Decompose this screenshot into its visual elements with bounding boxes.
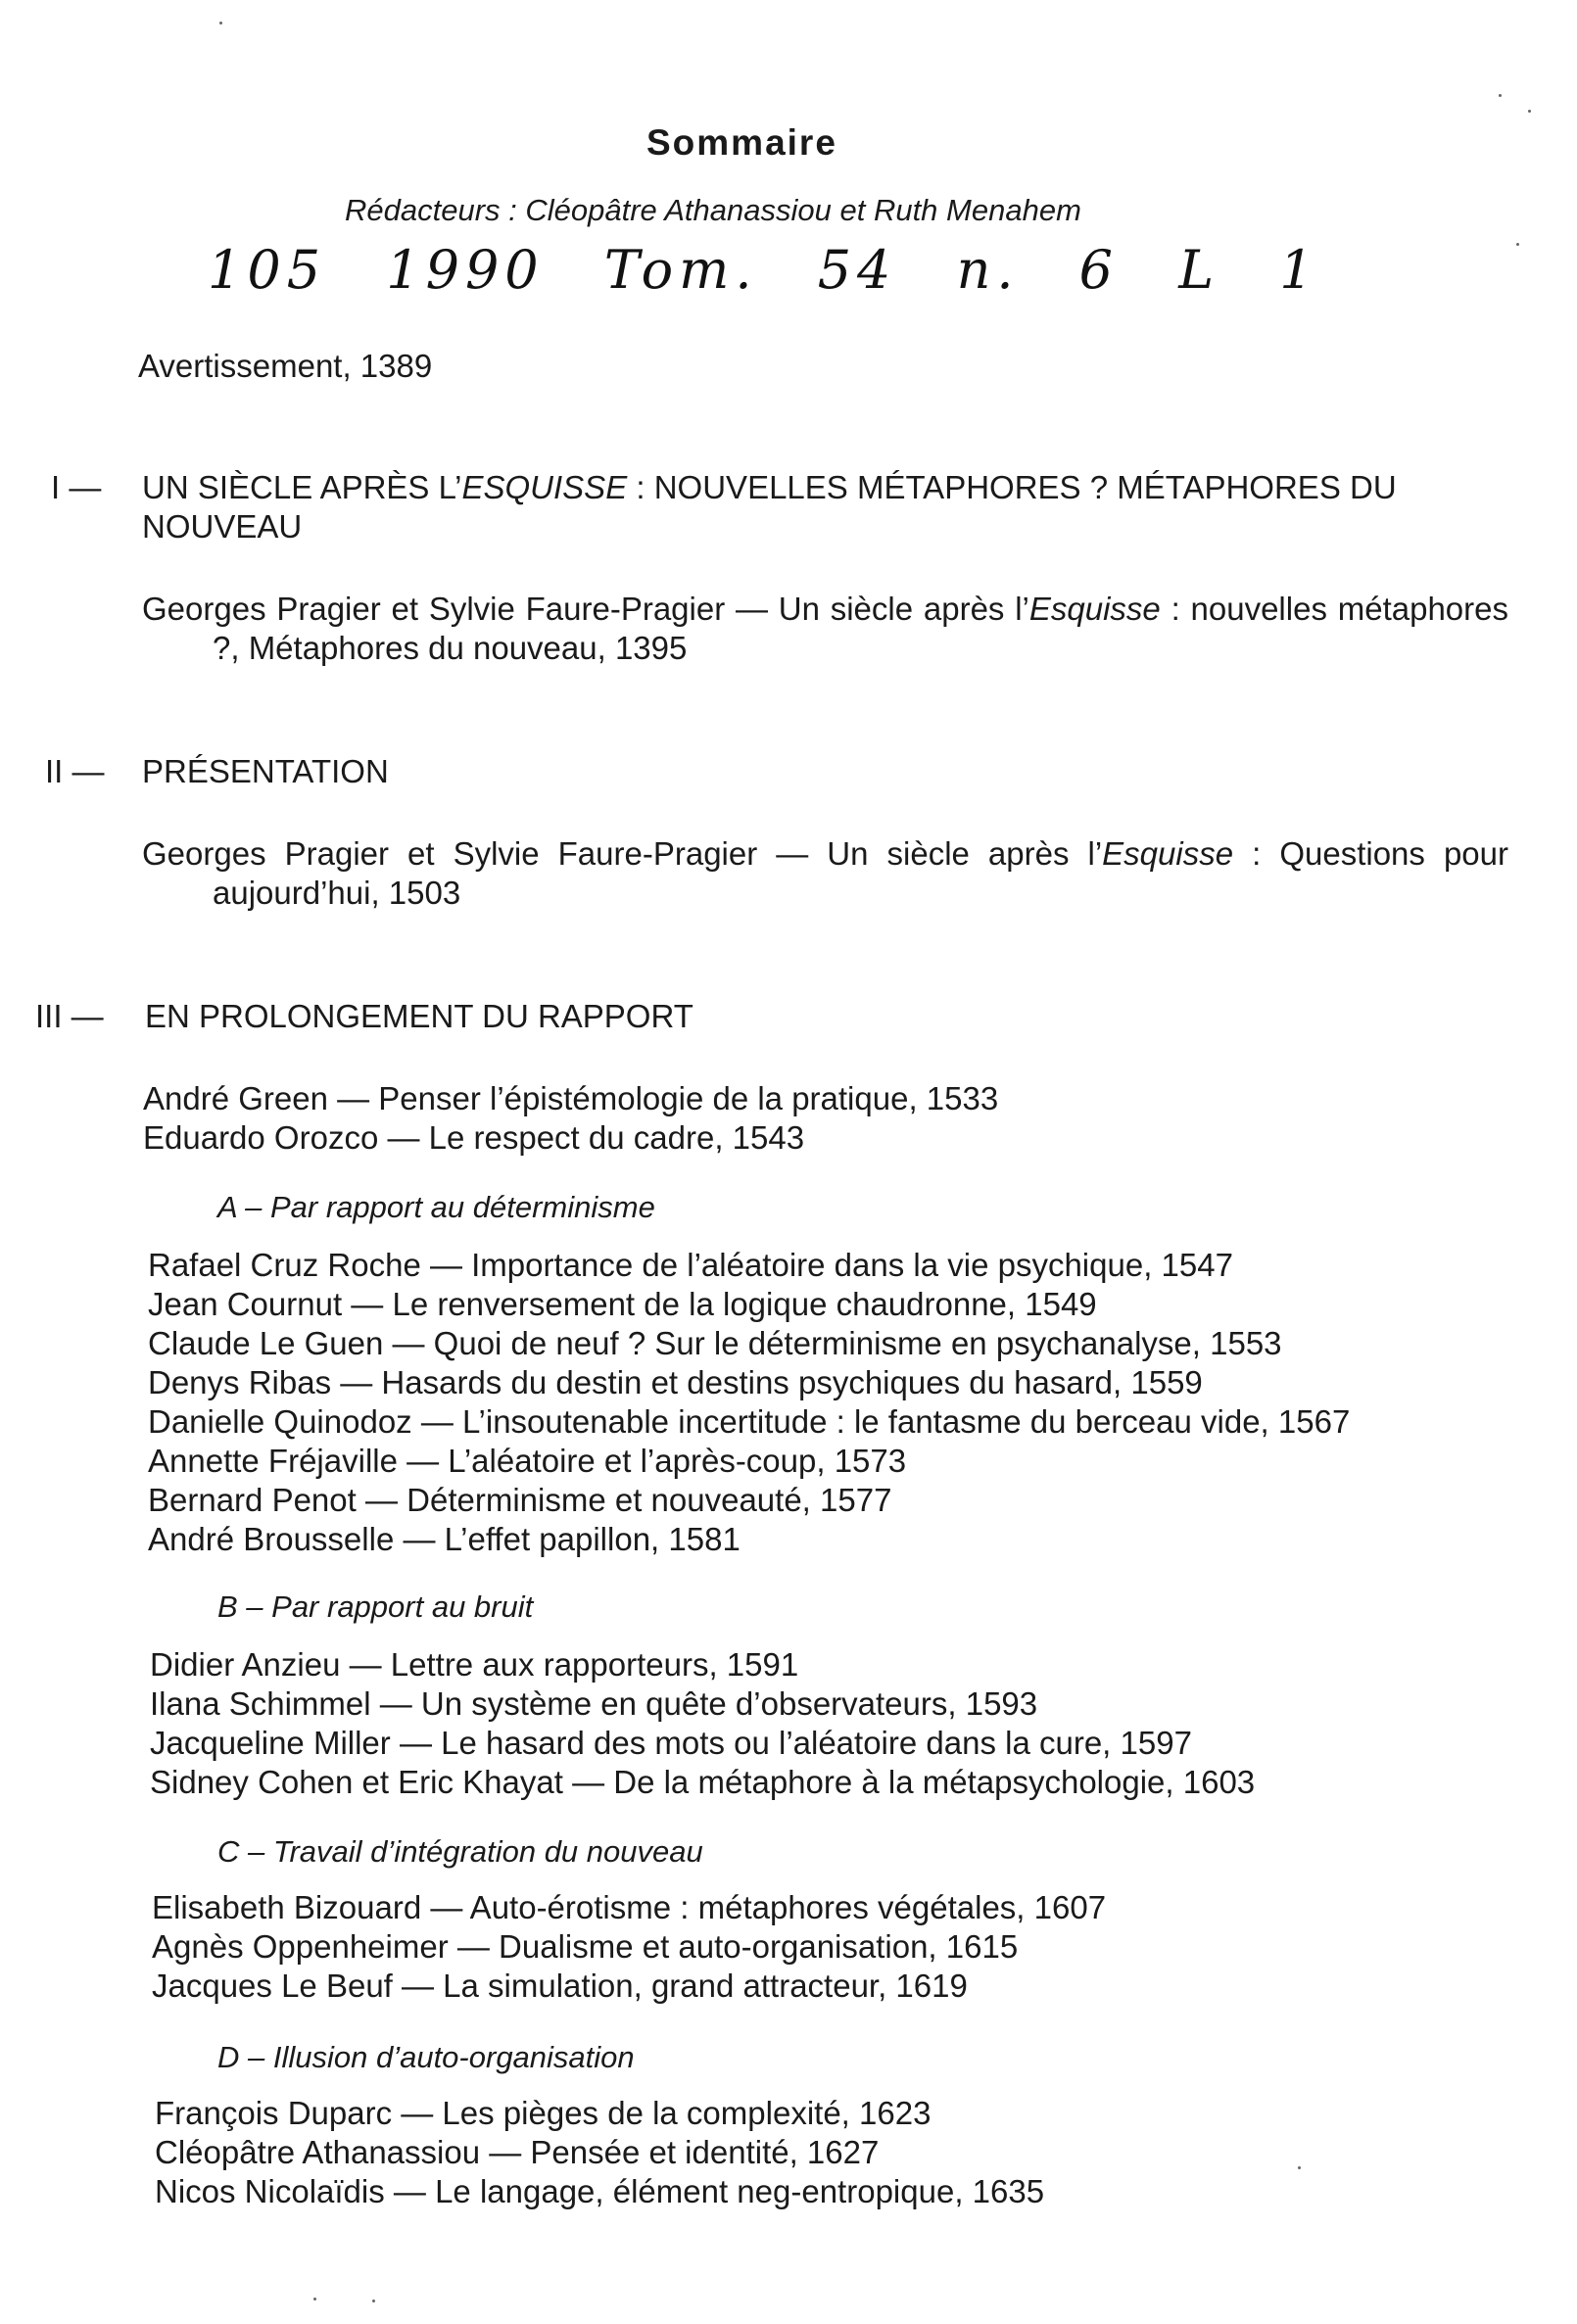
- section-i-entry: [142, 590, 1508, 668]
- list-item: Nicos Nicolaïdis — Le langage, élément neg-entropique, 1635: [155, 2173, 1045, 2209]
- section-title-ii: PRÉSENTATION: [142, 753, 389, 789]
- list-item: François Duparc — Les pièges de la complexité, 1623: [155, 2095, 932, 2131]
- list-item: Annette Fréjaville — L’aléatoire et l’après-coup, 1573: [148, 1443, 907, 1479]
- section-ii-entry-post: : Questions pour aujourd’hui, 1503: [213, 835, 1508, 911]
- subsection-heading-a: A – Par rapport au déterminisme: [217, 1190, 655, 1224]
- section-i-entry-em: Esquisse: [1028, 591, 1161, 627]
- list-item: Elisabeth Bizouard — Auto-érotisme : métaphores végétales, 1607: [152, 1889, 1107, 1925]
- list-item: Didier Anzieu — Lettre aux rapporteurs, 1591: [150, 1646, 799, 1683]
- section-title-iii: EN PROLONGEMENT DU RAPPORT: [145, 998, 693, 1034]
- section-iii-intro-list: [143, 1079, 998, 1158]
- scan-speck: [1298, 2166, 1301, 2169]
- list-item: André Green — Penser l’épistémologie de la pratique, 1533: [143, 1080, 999, 1116]
- list-item: Denys Ribas — Hasards du destin et destins psychiques du hasard, 1559: [148, 1364, 1203, 1400]
- list-item: Claude Le Guen — Quoi de neuf ? Sur le déterminisme en psychanalyse, 1553: [148, 1325, 1282, 1361]
- list-item: Cléopâtre Athanassiou — Pensée et identité, 1627: [155, 2134, 880, 2170]
- section-title-i-post: : NOUVELLES MÉTAPHORES ? MÉTAPHORES DU NOUVEAU: [142, 469, 1397, 545]
- section-ii-entry-pre: Georges Pragier et Sylvie Faure-Pragier — Un siècle après l’: [142, 835, 1103, 872]
- page-title: Sommaire: [646, 122, 837, 163]
- section-title-i-em: ESQUISSE: [461, 469, 628, 505]
- list-item: Jean Cournut — Le renversement de la logique chaudronne, 1549: [148, 1286, 1097, 1322]
- list-item: Rafael Cruz Roche — Importance de l’aléatoire dans la vie psychique, 1547: [148, 1247, 1233, 1283]
- list-item: Jacqueline Miller — Le hasard des mots ou l’aléatoire dans la cure, 1597: [150, 1725, 1192, 1761]
- section-i-entry-post: : nouvelles métaphores ?, Métaphores du nouveau, 1395: [213, 591, 1508, 666]
- section-title-i: [142, 468, 1499, 546]
- handwritten-note: 105 1990 Tom. 54 n. 6 L 1: [208, 239, 1319, 301]
- foreword-entry: Avertissement, 1389: [138, 348, 433, 384]
- scan-speck: [1516, 243, 1519, 246]
- scan-speck: [372, 2300, 375, 2302]
- subsection-a-list: [148, 1246, 1350, 1559]
- subsection-b-list: [150, 1645, 1255, 1802]
- list-item: Ilana Schimmel — Un système en quête d’observateurs, 1593: [150, 1685, 1038, 1722]
- list-item: Eduardo Orozco — Le respect du cadre, 1543: [143, 1119, 805, 1156]
- subsection-heading-b: B – Par rapport au bruit: [217, 1589, 534, 1624]
- subsection-c-list: [152, 1888, 1106, 2006]
- section-numeral-ii: II —: [45, 753, 105, 789]
- subsection-heading-c: C – Travail d’intégration du nouveau: [217, 1834, 703, 1869]
- section-numeral-i: I —: [51, 469, 102, 505]
- subsection-heading-d: D – Illusion d’auto-organisation: [217, 2040, 635, 2074]
- subsection-d-list: [155, 2094, 1044, 2211]
- scan-speck: [1499, 94, 1502, 97]
- section-ii-entry-em: Esquisse: [1102, 835, 1234, 872]
- list-item: Agnès Oppenheimer — Dualisme et auto-organisation, 1615: [152, 1928, 1019, 1965]
- list-item: Sidney Cohen et Eric Khayat — De la métaphore à la métapsychologie, 1603: [150, 1764, 1256, 1800]
- list-item: Bernard Penot — Déterminisme et nouveauté, 1577: [148, 1482, 892, 1518]
- scan-speck: [219, 22, 222, 24]
- list-item: André Brousselle — L’effet papillon, 1581: [148, 1521, 741, 1557]
- section-ii-entry: [142, 834, 1508, 913]
- list-item: Danielle Quinodoz — L’insoutenable incertitude : le fantasme du berceau vide, 1567: [148, 1403, 1351, 1440]
- scan-speck: [1528, 110, 1531, 113]
- section-numeral-iii: III —: [35, 998, 104, 1034]
- editors-line: Rédacteurs : Cléopâtre Athanassiou et Ruth Menahem: [345, 193, 1081, 227]
- section-title-i-pre: UN SIÈCLE APRÈS L’: [142, 469, 462, 505]
- scan-speck: [313, 2298, 316, 2300]
- section-i-entry-pre: Georges Pragier et Sylvie Faure-Pragier — Un siècle après l’: [142, 591, 1029, 627]
- list-item: Jacques Le Beuf — La simulation, grand attracteur, 1619: [152, 1968, 968, 2004]
